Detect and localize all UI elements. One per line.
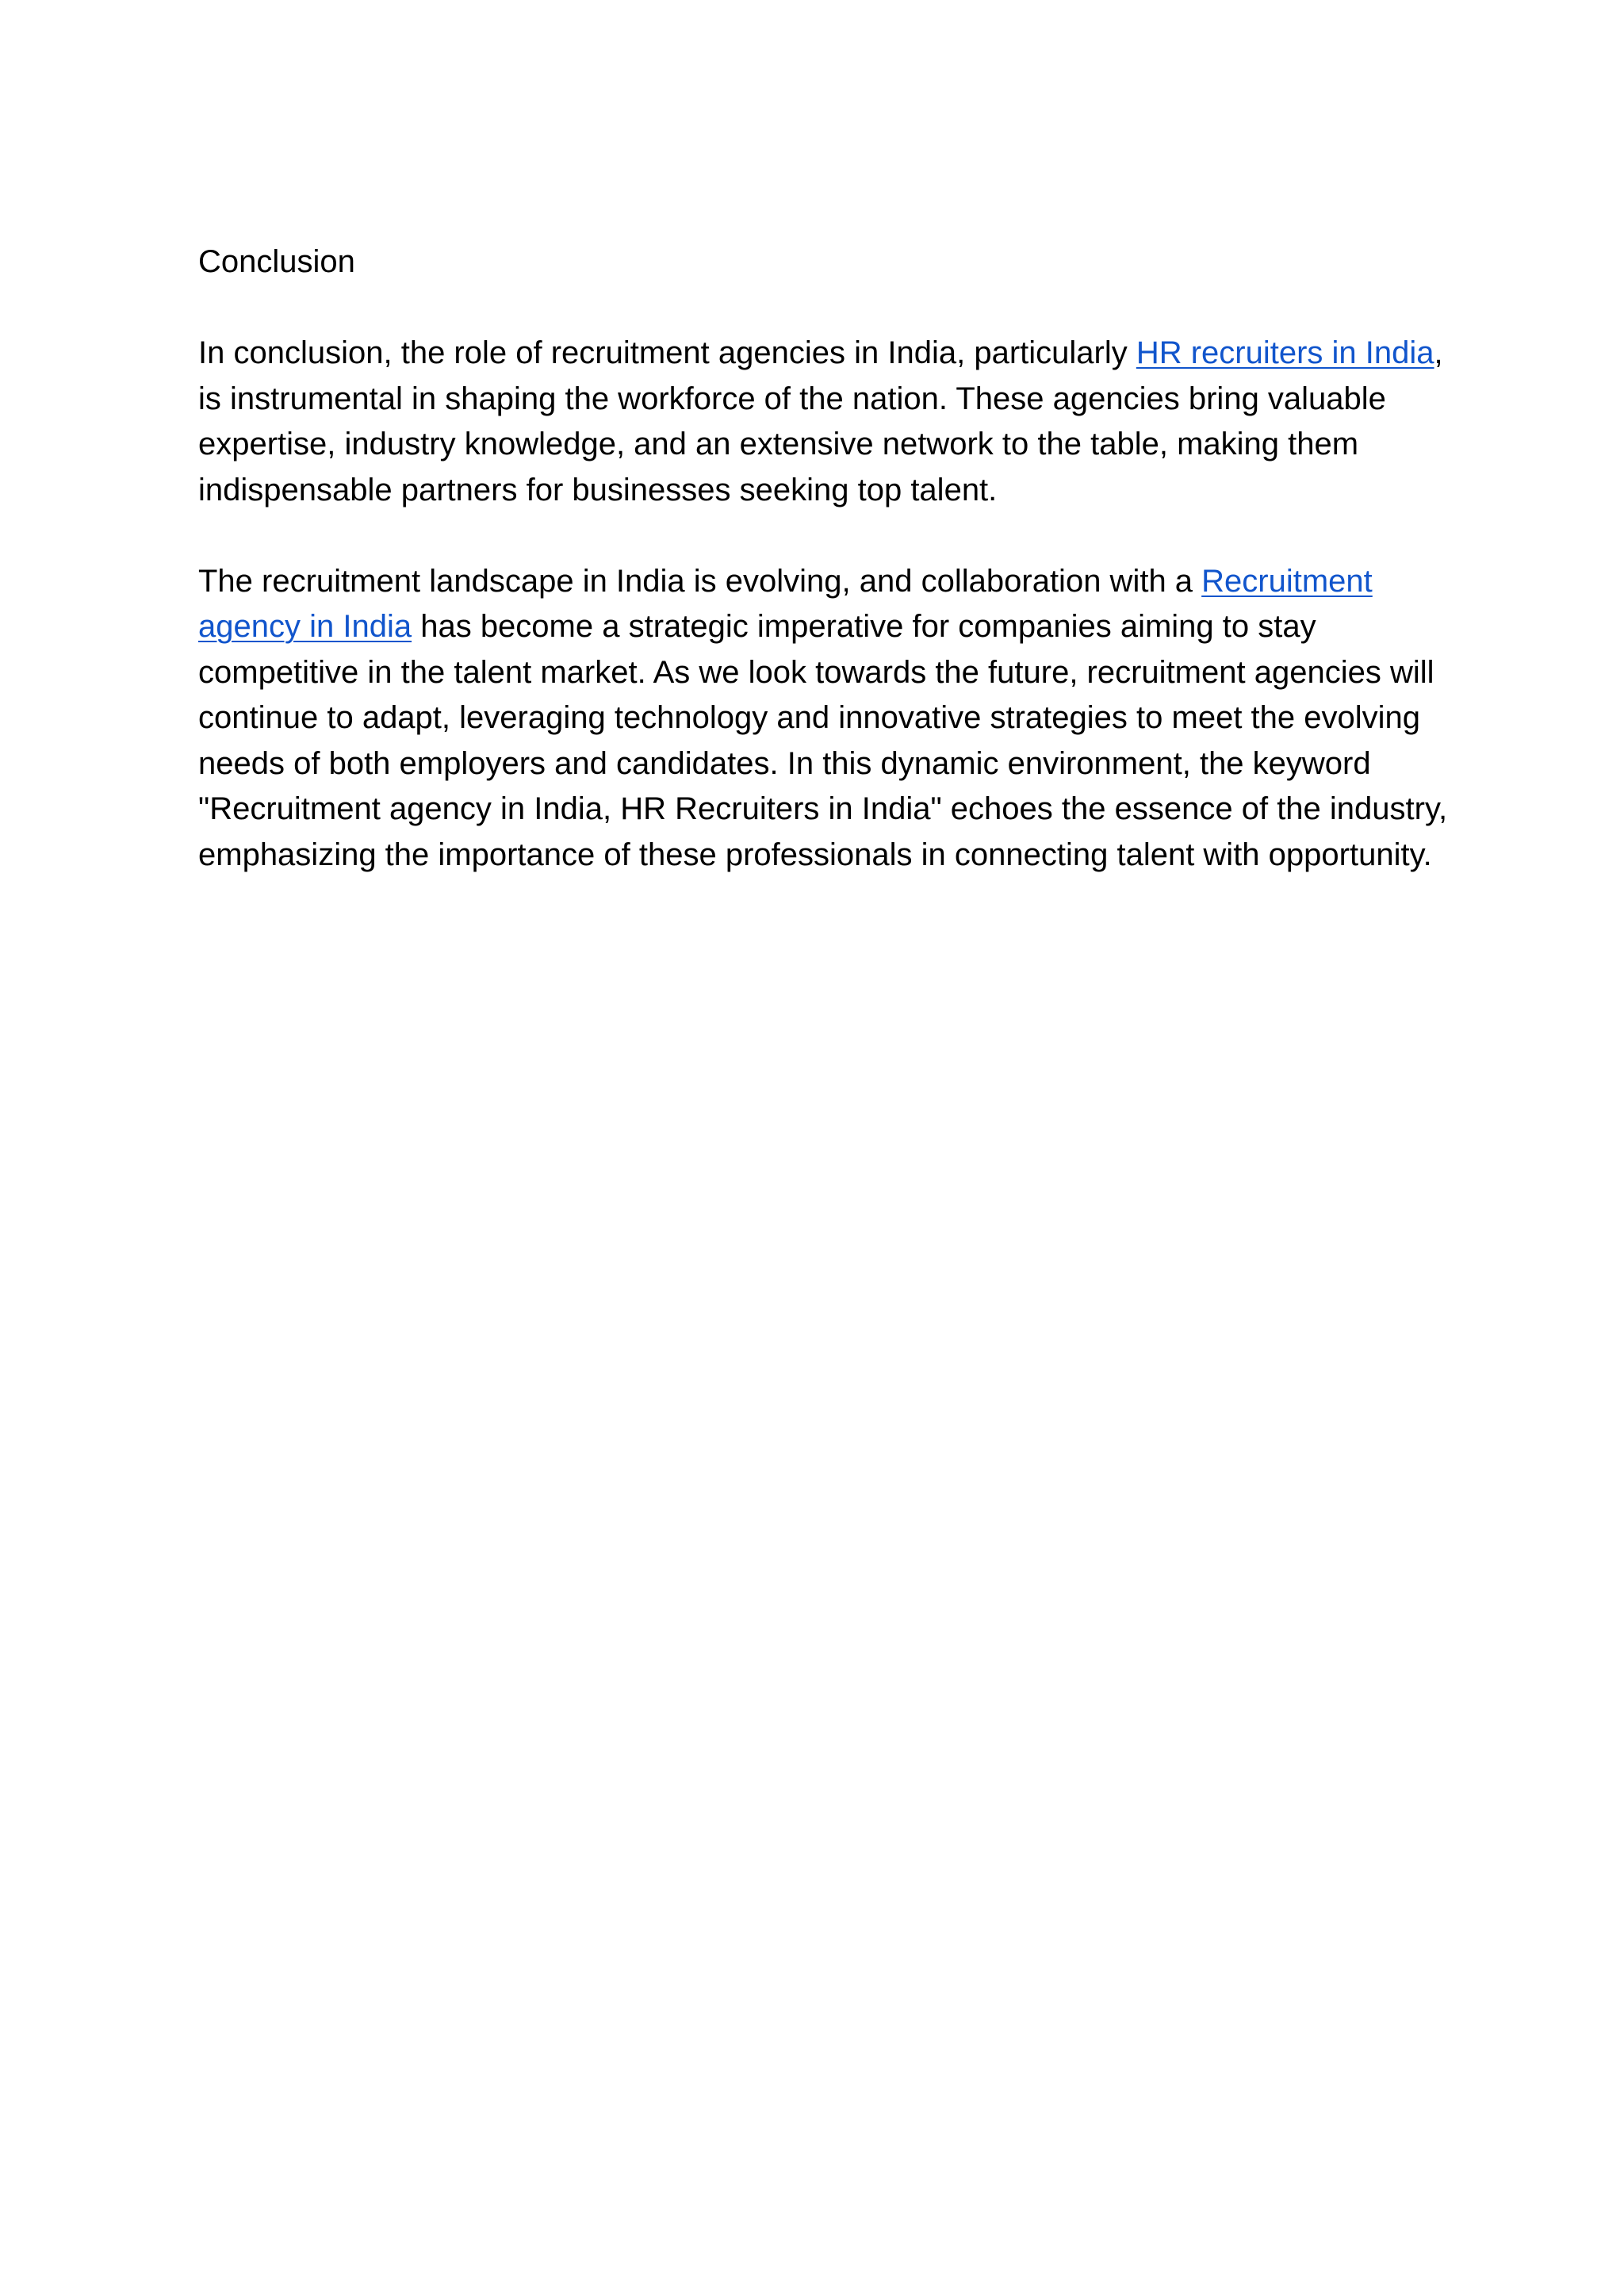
paragraph-text: , is instrumental in shaping the workforce of the nation. These agencies bring valuable expertise, industry knowledge, and an extensive network to the table, making them indispensable partners for businesses seeking top talent. bbox=[198, 335, 1443, 507]
recruitment-agency-link[interactable]: Recruitment agency in India bbox=[198, 563, 1373, 644]
document-body bbox=[198, 239, 1451, 924]
paragraph-text: In conclusion, the role of recruitment agencies in India, particularly bbox=[198, 335, 1136, 370]
paragraph-landscape bbox=[198, 559, 1451, 879]
hr-recruiters-link[interactable]: HR recruiters in India bbox=[1136, 335, 1434, 370]
paragraph-conclusion bbox=[198, 331, 1451, 513]
section-heading: Conclusion bbox=[198, 244, 355, 279]
paragraph-text: The recruitment landscape in India is evolving, and collaboration with a bbox=[198, 563, 1202, 599]
paragraph-text: has become a strategic imperative for companies aiming to stay competitive in the talent market. As we look towards the future, recruitment agencies will continue to adapt, leveraging technology and innovative strategies to meet the evolving needs of both employers and candidates. In this dynamic environment, the keyword "Recruitment agency in India, HR Recruiters in India" echoes the essence of the industry, emphasizing the importance of these professionals in connecting talent with opportunity. bbox=[198, 609, 1448, 872]
